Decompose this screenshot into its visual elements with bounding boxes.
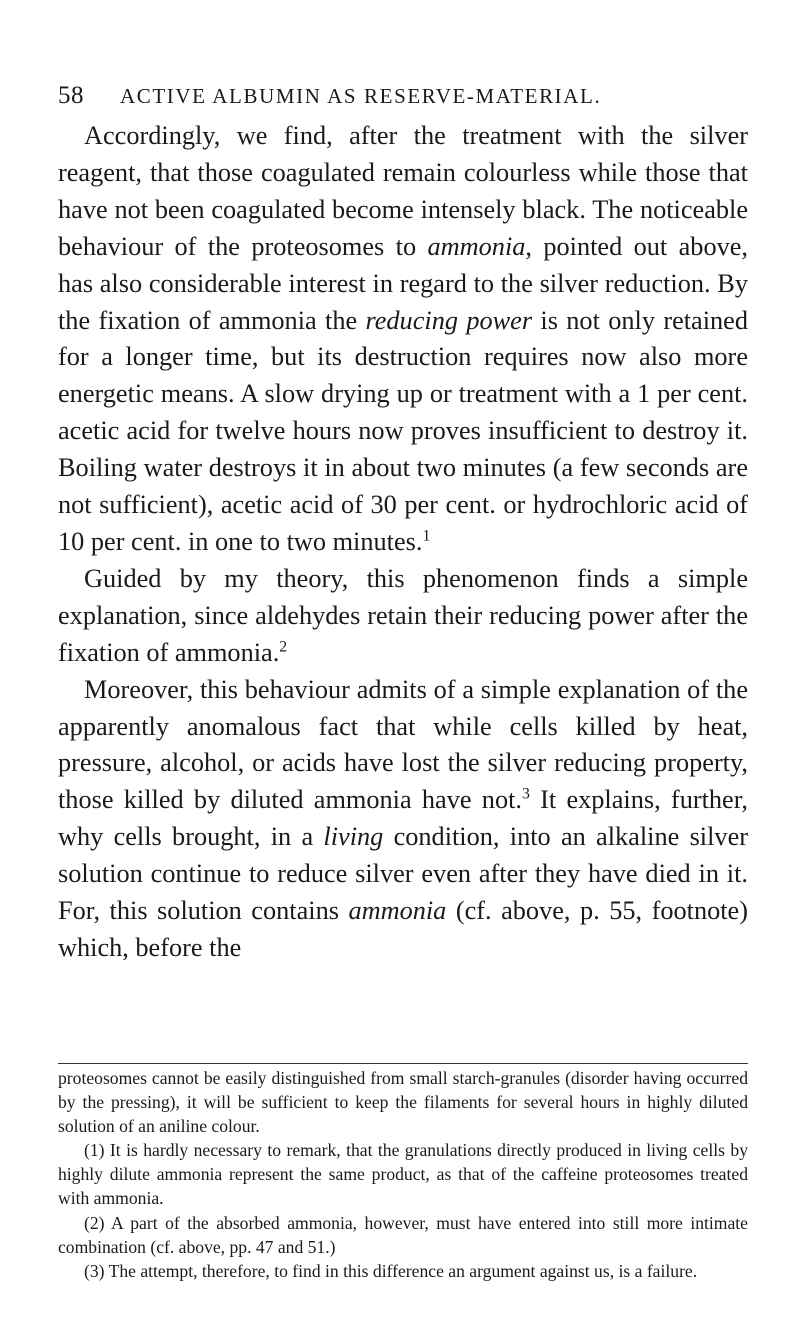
footnote-continuation: proteosomes cannot be easily distinguished from small starch-granules (disorder having occurred by the pressing), it will be sufficient to keep the filaments for several hours in highly diluted solution of an aniline colour. [58, 1068, 748, 1137]
paragraph: Guided by my theory, this phenomenon finds a simple explanation, since aldehydes retain their reducing power after the fixation of ammonia.$^2$ [58, 563, 748, 667]
footnote-2: (2) A part of the absorbed ammonia, however, must have entered into still more intimate combination (cf. above, pp. 47 and 51.) [58, 1212, 748, 1257]
emphasis: ammonia [427, 231, 526, 261]
page-number: 58 [58, 82, 84, 109]
paragraph: Moreover, this behaviour admits of a simple explanation of the apparently anomalous fact that while cells killed by heat, pressure, alcohol, or acids have lost the silver reducing property, those killed by diluted ammonia have not.$^3$ It explains, further, why cells brought, in a living condition, into an alkaline silver solution continue to reduce silver even after they have died in it. For, this solution contains ammonia (cf. above, p. 55, footnote) which, before the [58, 674, 748, 962]
footnote-ref: 3 [521, 785, 530, 803]
emphasis: ammonia [348, 896, 447, 926]
emphasis: living [323, 822, 384, 852]
footnotes [58, 1066, 748, 1283]
emphasis: reducing power [365, 305, 533, 335]
running-title: ACTIVE ALBUMIN AS RESERVE-MATERIAL. [120, 84, 602, 108]
footnote-ref: 1 [422, 527, 431, 545]
footnote-divider [58, 1063, 748, 1064]
footnote-3: (3) The attempt, therefore, to find in this difference an argument against us, is a failure. [84, 1260, 698, 1281]
paragraph: Accordingly, we find, after the treatment with the silver reagent, that those coagulated remain colourless while those that have not been coagulated become intensely black. The noticeable behaviour of the proteosomes to ammonia, pointed out above, has also considerable interest in regard to the silver reduction. By the fixation of ammonia the reducing power is not only retained for a longer time, but its destruction requires now also more energetic means. A slow drying up or treatment with a 1 per cent. acetic acid for twelve hours now proves insufficient to destroy it. Boiling water destroys it in about two minutes (a few seconds are not sufficient), acetic acid of 30 per cent. or hydrochloric acid of 10 per cent. in one to two minutes.$^1$ [58, 121, 748, 556]
footnote-1: (1) It is hardly necessary to remark, that the granulations directly produced in living cells by highly dilute ammonia represent the same product, as that of the caffeine proteosomes treated with ammonia. [58, 1140, 748, 1209]
running-head [58, 82, 748, 122]
footnote-ref: 2 [279, 638, 288, 656]
main-text [58, 118, 748, 967]
